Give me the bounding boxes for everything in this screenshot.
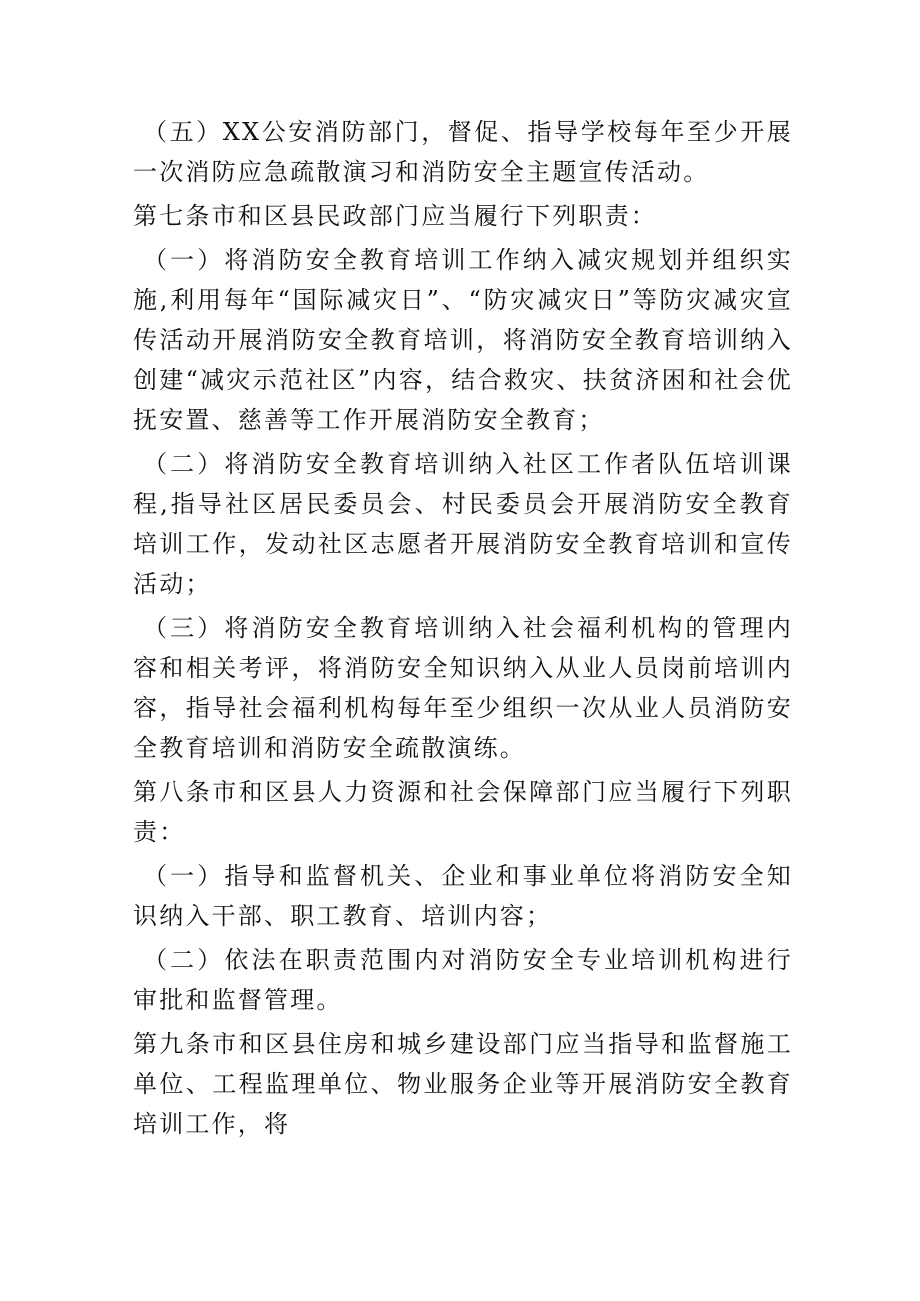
article-9-heading: 第九条市和区县住房和城乡建设部门应当指导和监督施工单位、工程监理单位、物业服务企业等开展消防安全教育培训工作，将 <box>133 1030 793 1138</box>
document-body <box>133 112 793 1148</box>
paragraph-item-3-civil-affairs: （三）将消防安全教育培训纳入社会福利机构的管理内容和相关考评，将消防安全知识纳入从业人员岗前培训内容，指导社会福利机构每年至少组织一次从业人员消防安全教育培训和消防安全疏散演练。 <box>133 614 793 762</box>
paragraph-item-2-human-resources: （二）依法在职责范围内对消防安全专业培训机构进行审批和监督管理。 <box>133 946 793 1014</box>
paragraph-item-1-human-resources: （一）指导和监督机关、企业和事业单位将消防安全知识纳入干部、职工教育、培训内容； <box>133 862 793 930</box>
paragraph-item-2-civil-affairs: （二）将消防安全教育培训纳入社区工作者队伍培训课程,指导社区居民委员会、村民委员会开展消防安全教育培训工作，发动社区志愿者开展消防安全教育培训和宣传活动； <box>133 450 793 598</box>
article-8-heading: 第八条市和区县人力资源和社会保障部门应当履行下列职责： <box>133 778 793 846</box>
paragraph-item-1-civil-affairs: （一）将消防安全教育培训工作纳入减灾规划并组织实施,利用每年“国际减灾日”、“防灾减灾日”等防灾减灾宣传活动开展消防安全教育培训，将消防安全教育培训纳入创建“减灾示范社区”内容，结合救灾、扶贫济困和社会优抚安置、慈善等工作开展消防安全教育； <box>133 246 793 434</box>
article-7-heading: 第七条市和区县民政部门应当履行下列职责： <box>133 202 657 230</box>
paragraph-item-5-fire-department: （五）XX公安消防部门，督促、指导学校每年至少开展一次消防应急疏散演习和消防安全主题宣传活动。 <box>133 118 793 186</box>
